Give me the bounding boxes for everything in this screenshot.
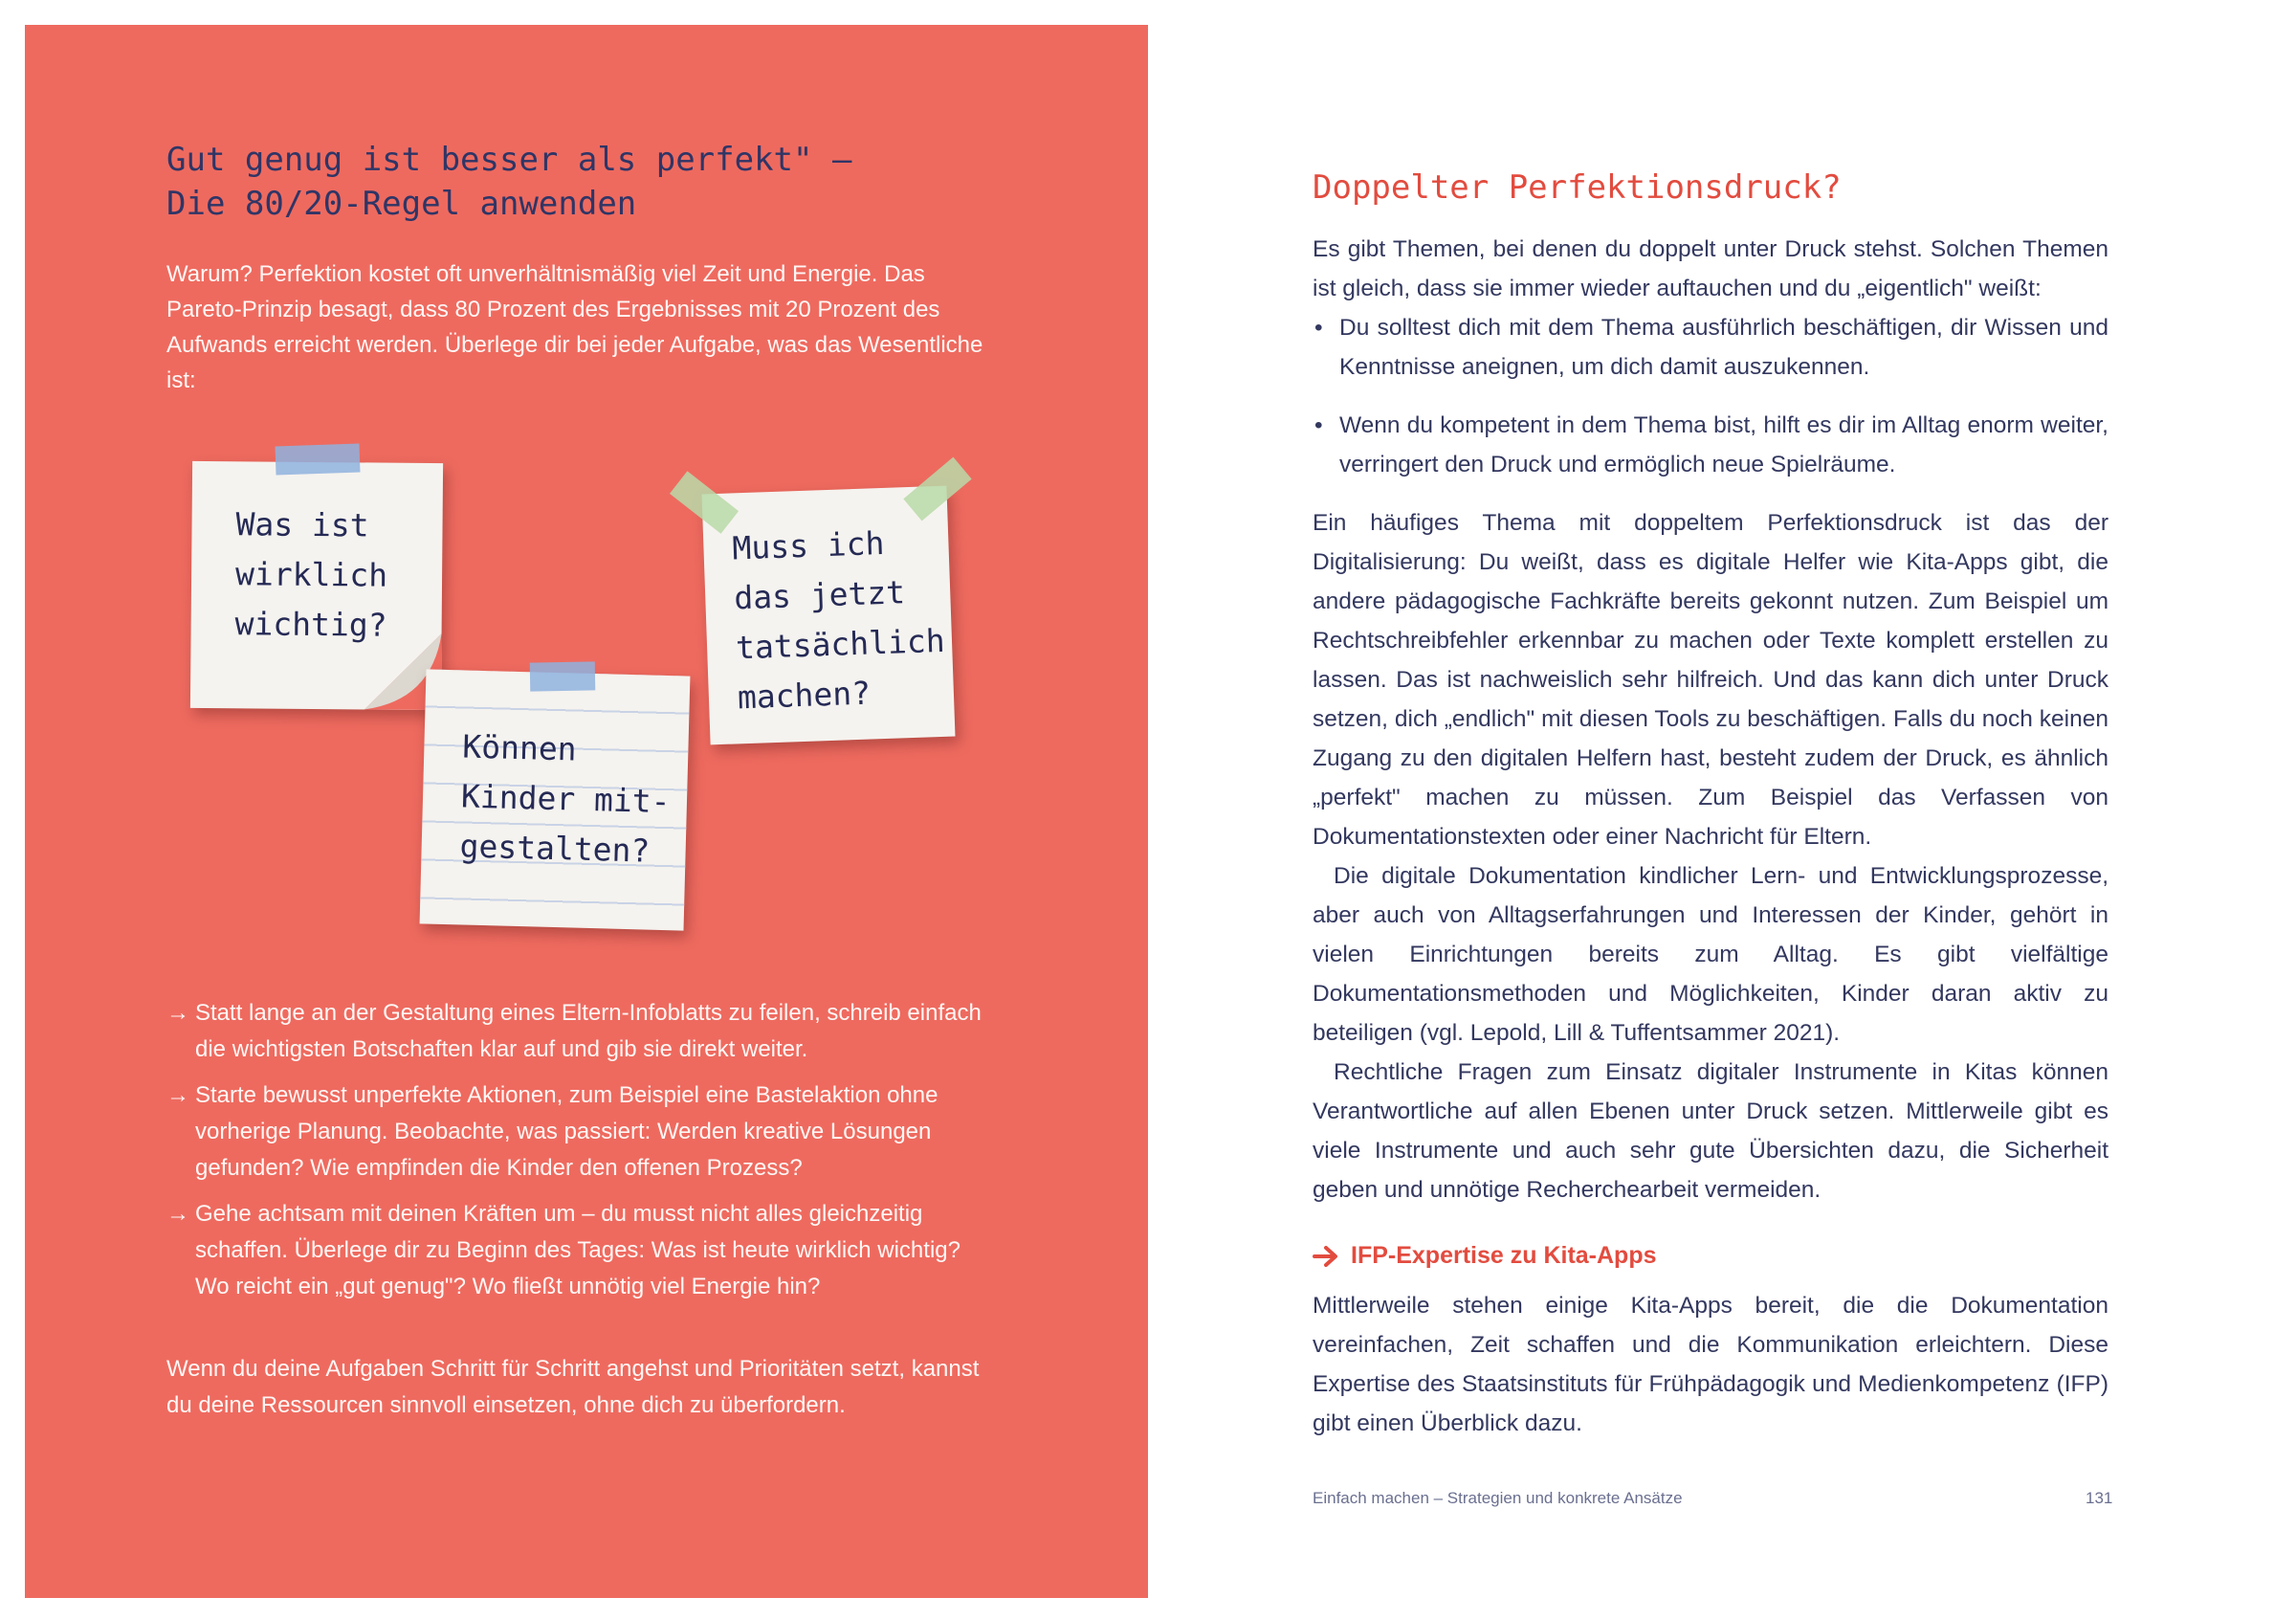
arrow-right-icon: → [166, 1082, 189, 1108]
arrow-right-icon: → [166, 1000, 189, 1026]
right-paragraph-5: Mittlerweile stehen einige Kita-Apps bereit, die die Dokumentation vereinfachen, Zeit schaffen und die Kommunikation erleichtern. Diese Expertise des Staatsinstituts für Frühpädagogik und Medienkompetenz (IFP) gibt einen Überblick dazu. [1313, 1293, 2108, 1436]
page-number: 131 [2086, 1489, 2113, 1507]
right-page [1148, 0, 2296, 1620]
sticky-note-1 [190, 461, 443, 710]
left-heading-line2: Die 80/20-Regel anwenden [166, 185, 637, 223]
list-item: → Statt lange an der Gestaltung eines Eltern-Infoblatts zu feilen, schreib einfach die wichtigsten Botschaften klar auf und gib sie direkt weiter. [166, 995, 999, 1068]
left-heading [166, 138, 874, 226]
right-body-2 [1313, 1286, 2108, 1443]
list-item: • Wenn du kompetent in dem Thema bist, hilft es dir im Alltag enorm weiter, verringert den Druck und ermöglich neue Spielräume. [1313, 406, 2108, 484]
right-paragraph-1: Es gibt Themen, bei denen du doppelt unter Druck stehst. Solchen Themen ist gleich, dass sie immer wieder auftauchen und du „eigentlich" weißt: [1313, 236, 2108, 301]
ifp-link-heading[interactable] [1313, 1242, 1657, 1270]
bullet-icon: • [1314, 315, 1323, 341]
left-intro-paragraph: Warum? Perfektion kostet oft unverhältnismäßig viel Zeit und Energie. Das Pareto-Prinzip besagt, dass 80 Prozent des Ergebnisses mit 20 Prozent des Aufwands erreicht werden. Überlege dir bei jeder Aufgabe, was das Wesentliche ist: [166, 261, 983, 393]
right-paragraph-4: Rechtliche Fragen zum Einsatz digitaler Instrumente in Kitas können Verantwortliche auf allen Ebenen unter Druck setzen. Mittlerweile gibt es viele Instrumente und auch sehr gute Übersichten dazu, die Sicherheit geben und unnötige Recherchearbeit vermeiden. [1313, 1059, 2108, 1203]
left-heading-line1: Gut genug ist besser als perfekt" – [166, 141, 852, 179]
running-footer: Einfach machen – Strategien und konkrete Ansätze [1313, 1489, 1683, 1507]
right-paragraph-3: Die digitale Dokumentation kindlicher Lern- und Entwicklungsprozesse, aber auch von Alltagserfahrungen und Interessen der Kinder, gehört in vielen Einrichtungen bereits zum Alltag. Es gibt vielfältige Dokumentationsmethoden und Möglichkeiten, Kinder daran aktiv zu beteiligen (vgl. Lepold, Lill & Tuffentsammer 2021). [1313, 863, 2108, 1046]
tape-strip-1 [276, 443, 361, 475]
sticky-note-3-text: Können Kinder mit- gestalten? [459, 727, 672, 870]
right-body [1313, 230, 2108, 1209]
sticky-note-3 [420, 669, 691, 930]
sticky-note-2 [702, 486, 956, 745]
ifp-link-label: IFP-Expertise zu Kita-Apps [1351, 1242, 1657, 1269]
tape-strip-3 [530, 661, 596, 691]
right-bullet-list [1313, 308, 2108, 484]
sticky-note-2-text: Muss ich das jetzt tatsächlich machen? [731, 523, 946, 717]
list-item: • Du solltest dich mit dem Thema ausführlich beschäftigen, dir Wissen und Kenntnisse aneignen, um dich damit auszukennen. [1313, 308, 2108, 387]
right-paragraph-2: Ein häufiges Thema mit doppeltem Perfektionsdruck ist das der Digitalisierung: Du weißt, dass es digitale Helfer wie Kita-Apps gibt, die andere pädagogische Fachkräfte bereits gekonnt nutzen. Zum Beispiel um Rechtschreibfehler erkennbar zu machen oder Texte komplett erstellen zu lassen. Das ist nachweislich sehr hilfreich. Und das kann dich unter Druck setzen, dich „endlich" mit diesen Tools zu beschäftigen. Falls du noch keinen Zugang zu den digitalen Helfern hast, besteht zudem der Druck, es ähnlich „perfekt" machen zu müssen. Zum Beispiel das Verfassen von Dokumentationstexten oder einer Nachricht für Eltern. [1313, 510, 2108, 850]
sticky-note-1-text: Was ist wirklich wichtig? [234, 505, 388, 644]
left-closing-paragraph: Wenn du deine Aufgaben Schritt für Schritt angehst und Prioritäten setzt, kannst du deine Ressourcen sinnvoll einsetzen, ohne dich zu überfordern. [166, 1356, 980, 1418]
right-heading: Doppelter Perfektionsdruck? [1313, 168, 1842, 207]
arrow-right-icon: → [166, 1201, 189, 1227]
bullet-icon: • [1314, 412, 1323, 438]
left-arrow-list [166, 995, 999, 1315]
list-item: → Starte bewusst unperfekte Aktionen, zum Beispiel eine Bastelaktion ohne vorherige Planung. Beobachte, was passiert: Werden kreative Lösungen gefunden? Wie empfinden die Kinder den offenen Prozess? [166, 1077, 999, 1187]
list-item: → Gehe achtsam mit deinen Kräften um – du musst nicht alles gleichzeitig schaffen. Überlege dir zu Beginn des Tages: Was ist heute wirklich wichtig? Wo reicht ein „gut genug"? Wo fließt unnötig viel Energie hin? [166, 1196, 999, 1305]
arrow-right-icon [1313, 1245, 1339, 1268]
